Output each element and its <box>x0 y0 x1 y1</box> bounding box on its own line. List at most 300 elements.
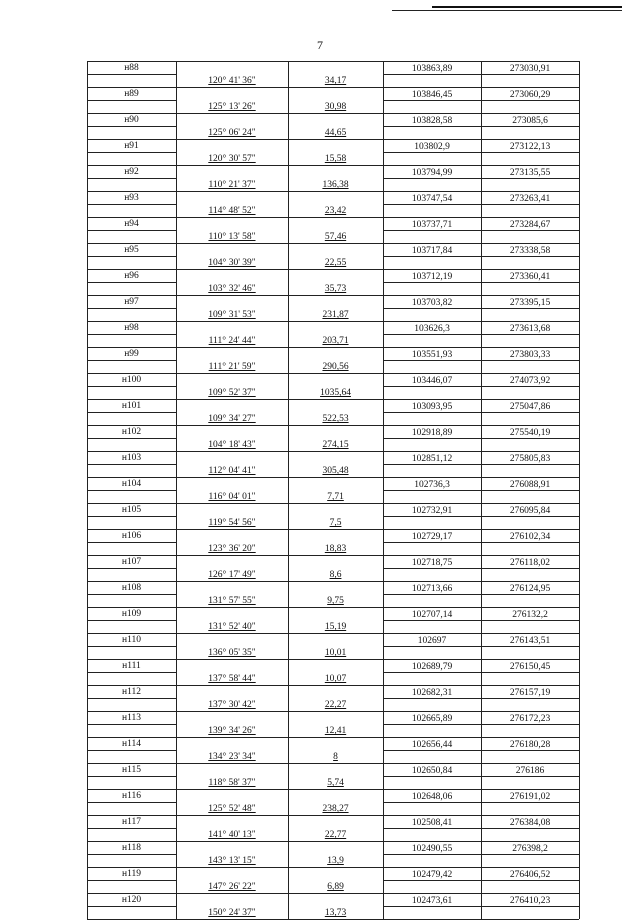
point-label: н107 <box>121 557 142 567</box>
table-row <box>87 243 579 269</box>
column-rule <box>579 789 580 815</box>
point-underline <box>87 412 176 413</box>
distance-value: 13,73 <box>324 908 347 918</box>
distance-value: 7,71 <box>327 492 344 502</box>
point-underline <box>87 880 176 881</box>
x-coordinate: 102918,89 <box>411 428 453 438</box>
distance-value: 10,01 <box>324 648 347 658</box>
point-label: н115 <box>122 765 141 775</box>
coordinates-table <box>87 61 579 920</box>
table-row <box>87 451 579 477</box>
header-rule-thin <box>392 10 622 11</box>
column-rule <box>579 139 580 165</box>
column-rule <box>579 711 580 737</box>
table-row <box>87 399 579 425</box>
row-top-rule <box>87 841 579 842</box>
distance-value: 30,98 <box>324 102 347 112</box>
point-label: н116 <box>122 791 141 801</box>
point-underline <box>87 360 176 361</box>
distance-value: 22,27 <box>324 700 347 710</box>
angle-value: 110° 21' 37" <box>208 180 256 190</box>
table-row <box>87 503 579 529</box>
distance-value: 34,17 <box>324 76 347 86</box>
row-top-rule <box>87 113 579 114</box>
row-top-rule <box>87 607 579 608</box>
y-coordinate: 276410,23 <box>509 896 551 906</box>
x-coordinate: 102656,44 <box>411 740 453 750</box>
page-number: 7 <box>317 38 323 52</box>
x-coordinate: 103846,45 <box>411 90 453 100</box>
distance-value: 12,41 <box>324 726 347 736</box>
table-row <box>87 685 579 711</box>
column-rule <box>579 243 580 269</box>
point-underline <box>87 490 176 491</box>
angle-value: 134° 23' 34" <box>208 752 256 762</box>
point-underline <box>87 282 176 283</box>
table-row <box>87 165 579 191</box>
y-coordinate: 276191,02 <box>509 792 551 802</box>
distance-value: 22,55 <box>324 258 347 268</box>
angle-value: 131° 52' 40" <box>208 622 256 632</box>
distance-value: 1035,64 <box>320 388 351 398</box>
point-underline <box>87 620 176 621</box>
x-coordinate: 103802,9 <box>414 142 450 152</box>
point-underline <box>87 256 176 257</box>
point-label: н110 <box>122 635 141 645</box>
point-label: н88 <box>124 63 139 73</box>
y-coordinate: 276384,08 <box>509 818 551 828</box>
point-underline <box>87 828 176 829</box>
point-label: н113 <box>122 713 141 723</box>
row-top-rule <box>87 503 579 504</box>
x-coordinate: 102707,14 <box>411 610 453 620</box>
distance-value: 136,38 <box>322 180 349 190</box>
point-label: н99 <box>124 349 139 359</box>
x-coordinate: 102490,55 <box>411 844 453 854</box>
y-coordinate: 273263,41 <box>509 194 551 204</box>
angle-value: 141° 40' 13" <box>208 830 256 840</box>
angle-value: 125° 13' 26" <box>208 102 256 112</box>
row-top-rule <box>87 61 579 62</box>
y-coordinate: 276143,51 <box>509 636 551 646</box>
point-underline <box>87 152 176 153</box>
x-coordinate: 102473,61 <box>411 896 453 906</box>
point-underline <box>87 854 176 855</box>
x-coordinate: 103717,84 <box>411 246 453 256</box>
table-row <box>87 737 579 763</box>
row-top-rule <box>87 87 579 88</box>
row-top-rule <box>87 217 579 218</box>
point-underline <box>87 464 176 465</box>
x-coordinate: 102736,3 <box>414 480 450 490</box>
column-rule <box>579 607 580 633</box>
y-coordinate: 276180,28 <box>509 740 551 750</box>
x-coordinate: 102648,06 <box>411 792 453 802</box>
distance-value: 8,6 <box>329 570 342 580</box>
distance-value: 5,74 <box>327 778 344 788</box>
point-label: н111 <box>122 661 141 671</box>
y-coordinate: 276398,2 <box>512 844 548 854</box>
column-rule <box>579 503 580 529</box>
y-coordinate: 273122,13 <box>509 142 551 152</box>
point-label: н109 <box>121 609 142 619</box>
point-underline <box>87 568 176 569</box>
table-row <box>87 711 579 737</box>
row-top-rule <box>87 451 579 452</box>
angle-value: 119° 54' 56" <box>208 518 256 528</box>
table-row <box>87 295 579 321</box>
point-underline <box>87 698 176 699</box>
column-rule <box>579 685 580 711</box>
y-coordinate: 273060,29 <box>509 90 551 100</box>
angle-value: 103° 32' 46" <box>208 284 256 294</box>
point-underline <box>87 386 176 387</box>
x-coordinate: 102851,12 <box>411 454 453 464</box>
x-coordinate: 102479,42 <box>411 870 453 880</box>
row-top-rule <box>87 685 579 686</box>
y-coordinate: 276124,95 <box>509 584 551 594</box>
angle-value: 137° 30' 42" <box>208 700 256 710</box>
angle-value: 120° 41' 36" <box>208 76 256 86</box>
table-row <box>87 607 579 633</box>
table-row <box>87 815 579 841</box>
y-coordinate: 274073,92 <box>509 376 551 386</box>
angle-value: 137° 58' 44" <box>208 674 256 684</box>
point-label: н95 <box>124 245 139 255</box>
point-underline <box>87 802 176 803</box>
column-rule <box>579 191 580 217</box>
y-coordinate: 273803,33 <box>509 350 551 360</box>
y-coordinate: 276095,84 <box>509 506 551 516</box>
y-coordinate: 273360,41 <box>509 272 551 282</box>
point-label: н118 <box>122 843 141 853</box>
point-label: н100 <box>121 375 142 385</box>
x-coordinate: 103626,3 <box>414 324 450 334</box>
y-coordinate: 276186 <box>515 766 545 776</box>
x-coordinate: 102665,89 <box>411 714 453 724</box>
x-coordinate: 103712,19 <box>411 272 453 282</box>
distance-value: 10,07 <box>324 674 347 684</box>
y-coordinate: 273395,15 <box>509 298 551 308</box>
table-row <box>87 581 579 607</box>
distance-value: 305,48 <box>322 466 349 476</box>
column-rule <box>579 633 580 659</box>
column-rule <box>579 399 580 425</box>
angle-value: 126° 17' 49" <box>208 570 256 580</box>
column-rule <box>579 113 580 139</box>
row-top-rule <box>87 633 579 634</box>
angle-value: 116° 04' 01" <box>208 492 256 502</box>
column-rule <box>579 347 580 373</box>
column-rule <box>579 373 580 399</box>
angle-value: 111° 24' 44" <box>208 336 256 346</box>
x-coordinate: 103794,99 <box>411 168 453 178</box>
angle-value: 147° 26' 22" <box>208 882 256 892</box>
x-coordinate: 102682,31 <box>411 688 453 698</box>
table-row <box>87 139 579 165</box>
distance-value: 18,83 <box>324 544 347 554</box>
row-top-rule <box>87 191 579 192</box>
distance-value: 35,73 <box>324 284 347 294</box>
angle-value: 136° 05' 35" <box>208 648 256 658</box>
angle-value: 143° 13' 15" <box>208 856 256 866</box>
x-coordinate: 103747,54 <box>411 194 453 204</box>
point-underline <box>87 516 176 517</box>
distance-value: 13,9 <box>327 856 344 866</box>
angle-value: 120° 30' 57" <box>208 154 256 164</box>
x-coordinate: 102732,91 <box>411 506 453 516</box>
angle-value: 104° 18' 43" <box>208 440 256 450</box>
row-top-rule <box>87 477 579 478</box>
x-coordinate: 102689,79 <box>411 662 453 672</box>
row-top-rule <box>87 763 579 764</box>
angle-value: 150° 24' 37" <box>208 908 256 918</box>
y-coordinate: 273338,58 <box>509 246 551 256</box>
point-label: н92 <box>124 167 139 177</box>
point-underline <box>87 906 176 907</box>
table-row <box>87 113 579 139</box>
x-coordinate: 103863,89 <box>411 64 453 74</box>
table-row <box>87 217 579 243</box>
point-underline <box>87 100 176 101</box>
point-underline <box>87 308 176 309</box>
distance-value: 22,77 <box>324 830 347 840</box>
column-rule <box>579 217 580 243</box>
point-underline <box>87 646 176 647</box>
row-top-rule <box>87 295 579 296</box>
x-coordinate: 103703,82 <box>411 298 453 308</box>
distance-value: 9,75 <box>327 596 344 606</box>
distance-value: 231,87 <box>322 310 349 320</box>
point-label: н89 <box>124 89 139 99</box>
table-row <box>87 191 579 217</box>
column-rule <box>579 841 580 867</box>
x-coordinate: 102713,66 <box>411 584 453 594</box>
y-coordinate: 273613,68 <box>509 324 551 334</box>
point-label: н97 <box>124 297 139 307</box>
point-underline <box>87 594 176 595</box>
angle-value: 109° 52' 37" <box>208 388 256 398</box>
column-rule <box>579 451 580 477</box>
table-row <box>87 87 579 113</box>
angle-value: 139° 34' 26" <box>208 726 256 736</box>
point-label: н119 <box>122 869 141 879</box>
distance-value: 274,15 <box>322 440 349 450</box>
angle-value: 110° 13' 58" <box>208 232 256 242</box>
point-label: н104 <box>121 479 142 489</box>
y-coordinate: 275047,86 <box>509 402 551 412</box>
point-underline <box>87 672 176 673</box>
angle-value: 112° 04' 41" <box>208 466 256 476</box>
row-top-rule <box>87 867 579 868</box>
point-label: н101 <box>121 401 142 411</box>
table-row <box>87 269 579 295</box>
point-label: н105 <box>121 505 142 515</box>
x-coordinate: 102650,84 <box>411 766 453 776</box>
point-underline <box>87 438 176 439</box>
row-top-rule <box>87 581 579 582</box>
column-rule <box>579 477 580 503</box>
row-top-rule <box>87 555 579 556</box>
point-label: н108 <box>121 583 142 593</box>
point-underline <box>87 126 176 127</box>
table-row <box>87 477 579 503</box>
angle-value: 123° 36' 20" <box>208 544 256 554</box>
point-underline <box>87 750 176 751</box>
row-top-rule <box>87 399 579 400</box>
y-coordinate: 275805,83 <box>509 454 551 464</box>
y-coordinate: 276088,91 <box>509 480 551 490</box>
table-row <box>87 347 579 373</box>
y-coordinate: 276118,02 <box>509 558 551 568</box>
point-label: н94 <box>124 219 139 229</box>
table-row <box>87 867 579 893</box>
distance-value: 44,65 <box>324 128 347 138</box>
point-label: н120 <box>121 895 142 905</box>
table-row <box>87 61 579 87</box>
table-row <box>87 321 579 347</box>
row-top-rule <box>87 815 579 816</box>
point-label: н106 <box>121 531 142 541</box>
angle-value: 111° 21' 59" <box>208 362 256 372</box>
point-label: н98 <box>124 323 139 333</box>
column-rule <box>579 581 580 607</box>
y-coordinate: 273030,91 <box>509 64 551 74</box>
column-rule <box>579 815 580 841</box>
angle-value: 109° 34' 27" <box>208 414 256 424</box>
point-label: н102 <box>121 427 142 437</box>
table-row <box>87 529 579 555</box>
y-coordinate: 276172,23 <box>509 714 551 724</box>
point-label: н91 <box>124 141 139 151</box>
row-top-rule <box>87 165 579 166</box>
point-label: н96 <box>124 271 139 281</box>
distance-value: 23,42 <box>324 206 347 216</box>
row-top-rule <box>87 347 579 348</box>
point-label: н90 <box>124 115 139 125</box>
row-top-rule <box>87 659 579 660</box>
row-top-rule <box>87 425 579 426</box>
column-rule <box>579 165 580 191</box>
row-top-rule <box>87 373 579 374</box>
row-top-rule <box>87 789 579 790</box>
y-coordinate: 276132,2 <box>512 610 548 620</box>
column-rule <box>579 61 580 87</box>
point-underline <box>87 776 176 777</box>
y-coordinate: 275540,19 <box>509 428 551 438</box>
distance-value: 290,56 <box>322 362 349 372</box>
y-coordinate: 273085,6 <box>512 116 548 126</box>
angle-value: 104° 30' 39" <box>208 258 256 268</box>
x-coordinate: 103737,71 <box>411 220 453 230</box>
point-underline <box>87 74 176 75</box>
distance-value: 522,53 <box>322 414 349 424</box>
angle-value: 125° 52' 48" <box>208 804 256 814</box>
angle-value: 125° 06' 24" <box>208 128 256 138</box>
distance-value: 238,27 <box>322 804 349 814</box>
column-rule <box>579 659 580 685</box>
point-underline <box>87 178 176 179</box>
table-row <box>87 789 579 815</box>
column-rule <box>579 425 580 451</box>
angle-value: 109° 31' 53" <box>208 310 256 320</box>
y-coordinate: 276150,45 <box>509 662 551 672</box>
x-coordinate: 102718,75 <box>411 558 453 568</box>
table-row <box>87 841 579 867</box>
angle-value: 131° 57' 55" <box>208 596 256 606</box>
column-rule <box>579 295 580 321</box>
row-top-rule <box>87 321 579 322</box>
point-underline <box>87 542 176 543</box>
row-top-rule <box>87 711 579 712</box>
y-coordinate: 273135,55 <box>509 168 551 178</box>
distance-value: 7,5 <box>329 518 342 528</box>
point-underline <box>87 230 176 231</box>
x-coordinate: 102508,41 <box>411 818 453 828</box>
y-coordinate: 273284,67 <box>509 220 551 230</box>
row-top-rule <box>87 529 579 530</box>
y-coordinate: 276157,19 <box>509 688 551 698</box>
header-rule-thick <box>432 6 622 8</box>
point-label: н112 <box>122 687 141 697</box>
point-label: н114 <box>122 739 141 749</box>
point-label: н93 <box>124 193 139 203</box>
distance-value: 8 <box>333 752 338 762</box>
table-row <box>87 373 579 399</box>
distance-value: 15,58 <box>324 154 347 164</box>
x-coordinate: 102729,17 <box>411 532 453 542</box>
row-top-rule <box>87 139 579 140</box>
x-coordinate: 102697 <box>417 636 447 646</box>
row-top-rule <box>87 269 579 270</box>
distance-value: 6,89 <box>327 882 344 892</box>
table-row <box>87 763 579 789</box>
column-rule <box>579 737 580 763</box>
column-rule <box>579 893 580 919</box>
point-label: н117 <box>122 817 141 827</box>
row-top-rule <box>87 893 579 894</box>
column-rule <box>579 867 580 893</box>
x-coordinate: 103093,95 <box>411 402 453 412</box>
point-underline <box>87 724 176 725</box>
point-label: н103 <box>121 453 142 463</box>
point-underline <box>87 334 176 335</box>
x-coordinate: 103551,93 <box>411 350 453 360</box>
row-top-rule <box>87 243 579 244</box>
column-rule <box>579 555 580 581</box>
column-rule <box>579 269 580 295</box>
distance-value: 57,46 <box>324 232 347 242</box>
distance-value: 203,71 <box>322 336 349 346</box>
table-row <box>87 425 579 451</box>
column-rule <box>579 87 580 113</box>
x-coordinate: 103828,58 <box>411 116 453 126</box>
column-rule <box>579 321 580 347</box>
column-rule <box>579 529 580 555</box>
table-row <box>87 893 579 919</box>
angle-value: 114° 48' 52" <box>208 206 256 216</box>
column-rule <box>579 763 580 789</box>
table-row <box>87 659 579 685</box>
y-coordinate: 276102,34 <box>509 532 551 542</box>
table-row <box>87 555 579 581</box>
point-underline <box>87 204 176 205</box>
row-top-rule <box>87 737 579 738</box>
distance-value: 15,19 <box>324 622 347 632</box>
angle-value: 118° 58' 37" <box>208 778 256 788</box>
y-coordinate: 276406,52 <box>509 870 551 880</box>
table-row <box>87 633 579 659</box>
